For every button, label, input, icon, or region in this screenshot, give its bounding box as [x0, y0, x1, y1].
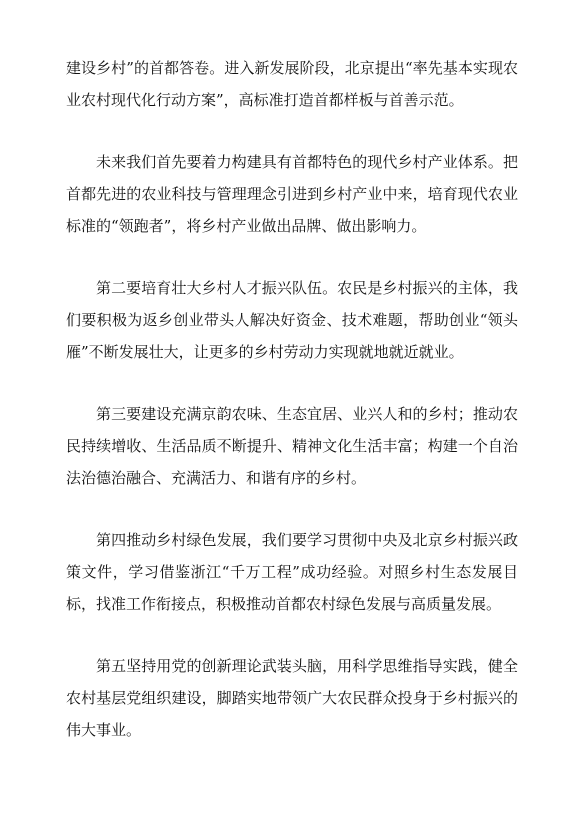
paragraph-talent: 第二要培育壮大乡村人才振兴队伍。农民是乡村振兴的主体，我们要积极为返乡创业带头人解决好资金、技术难题，帮助创业“领头雁”不断发展壮大，让更多的乡村劳动力实现就地就近就业。	[66, 279, 518, 361]
paragraph-green-development: 第四推动乡村绿色发展，我们要学习贯彻中央及北京乡村振兴政策文件，学习借鉴浙江“千万工程”成功经验。对照乡村生态发展目标，找准工作衔接点，积极推动首都农村绿色发展与高质量发展。	[66, 531, 518, 613]
paragraph-village-building: 第三要建设充满京韵农味、生态宜居、业兴人和的乡村；推动农民持续增收、生活品质不断提升、精神文化生活丰富；构建一个自治法治德治融合、充满活力、和谐有序的乡村。	[66, 405, 518, 487]
paragraph-industry-system: 未来我们首先要着力构建具有首都特色的现代乡村产业体系。把首都先进的农业科技与管理理念引进到乡村产业中来，培育现代农业标准的“领跑者”，将乡村产业做出品牌、做出影响力。	[66, 153, 518, 235]
paragraph-party-building: 第五坚持用党的创新理论武装头脑，用科学思维指导实践，健全农村基层党组织建设，脚踏实地带领广大农民群众投身于乡村振兴的伟大事业。	[66, 657, 518, 739]
paragraph-continuation: 建设乡村”的首都答卷。进入新发展阶段，北京提出“率先基本实现农业农村现代化行动方案”，高标准打造首都样板与首善示范。	[66, 59, 518, 109]
